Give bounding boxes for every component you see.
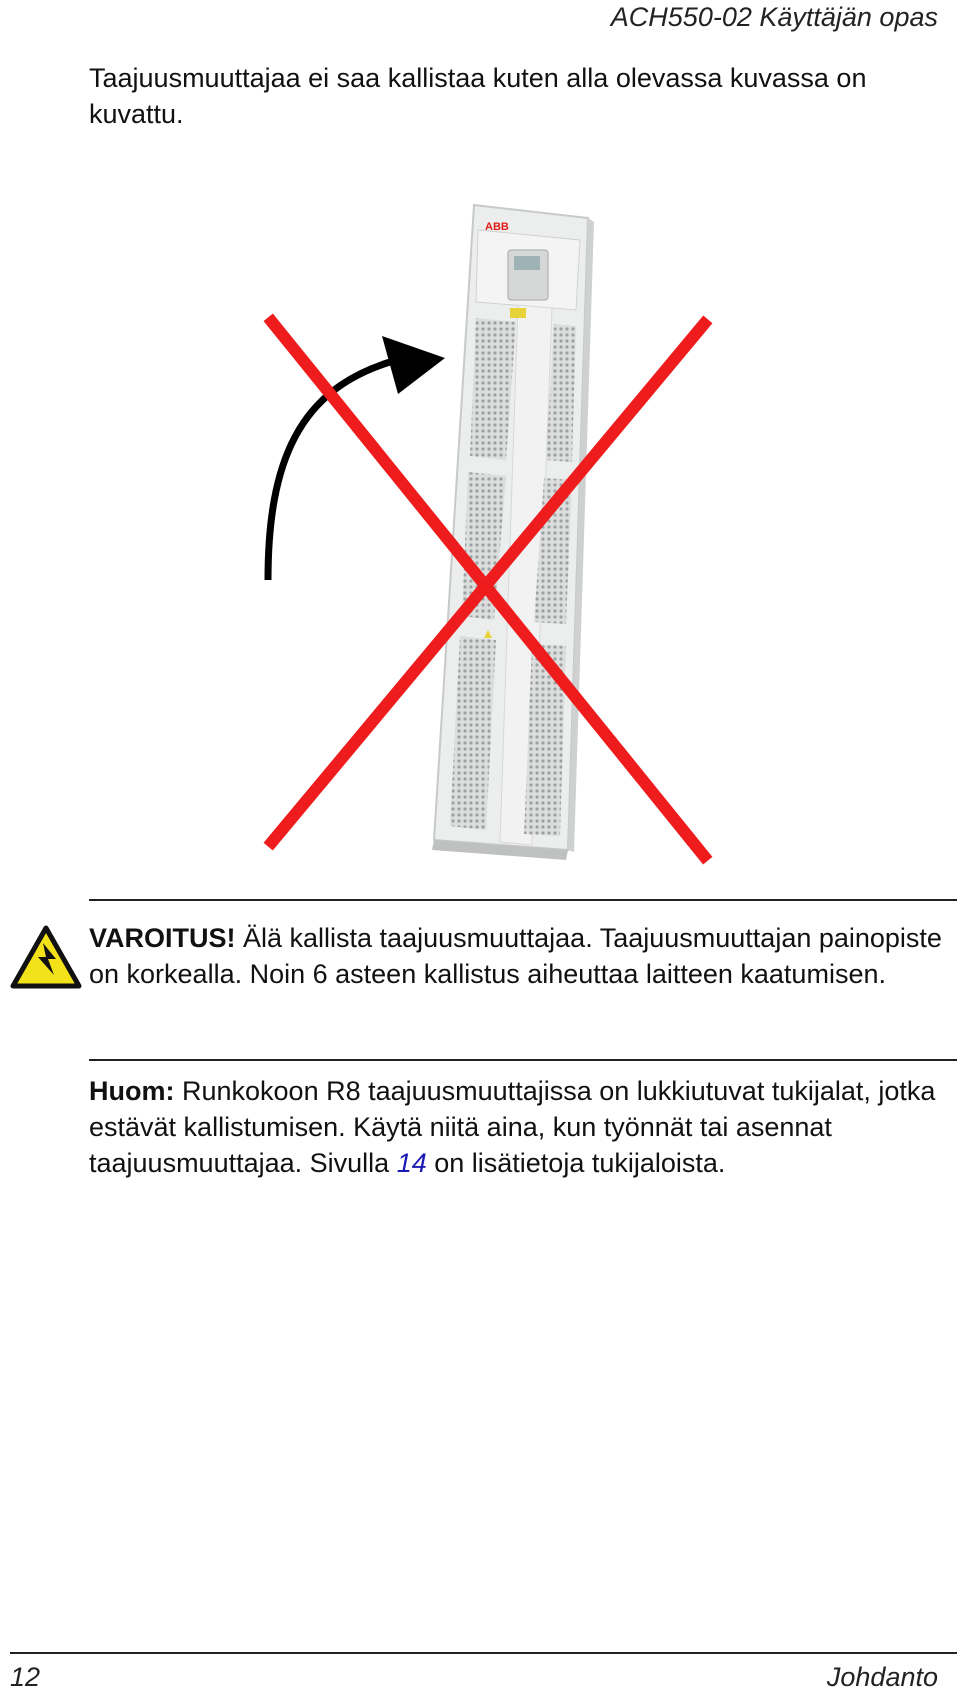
high-voltage-warning-icon (10, 925, 82, 989)
note-paragraph (89, 1073, 949, 1181)
warning-paragraph (89, 920, 949, 992)
note-top-divider (89, 1059, 957, 1061)
tilt-warning-figure (0, 200, 960, 880)
page-reference-link[interactable]: 14 (396, 1148, 427, 1178)
page-number: 12 (10, 1662, 41, 1692)
footer-divider (10, 1652, 957, 1654)
intro-paragraph: Taajuusmuuttajaa ei saa kallistaa kuten alla olevassa kuvassa on kuvattu. (89, 63, 867, 129)
abb-logo: ABB (485, 221, 509, 233)
note-body-after-link: on lisätietoja tukijaloista. (426, 1148, 726, 1178)
warning-label: VAROITUS! (89, 923, 236, 953)
warning-top-divider (89, 899, 957, 901)
note-label: Huom: (89, 1076, 175, 1106)
page-header-title: ACH550-02 Käyttäjän opas (610, 2, 938, 32)
note-body-before-link: Runkokoon R8 taajuusmuuttajissa on lukkiutuvat tukijalat, jotka estävät kallistumisen. Käytä niitä aina, kun työnnät tai asennat taajuusmuuttajaa. Sivulla (89, 1076, 936, 1178)
warning-body: Älä kallista taajuusmuuttajaa. Taajuusmuuttajan painopiste on korkealla. Noin 6 asteen kallistus aiheuttaa laitteen kaatumisen. (89, 923, 942, 989)
red-cross-icon (0, 200, 960, 880)
footer-section-title: Johdanto (826, 1662, 938, 1692)
